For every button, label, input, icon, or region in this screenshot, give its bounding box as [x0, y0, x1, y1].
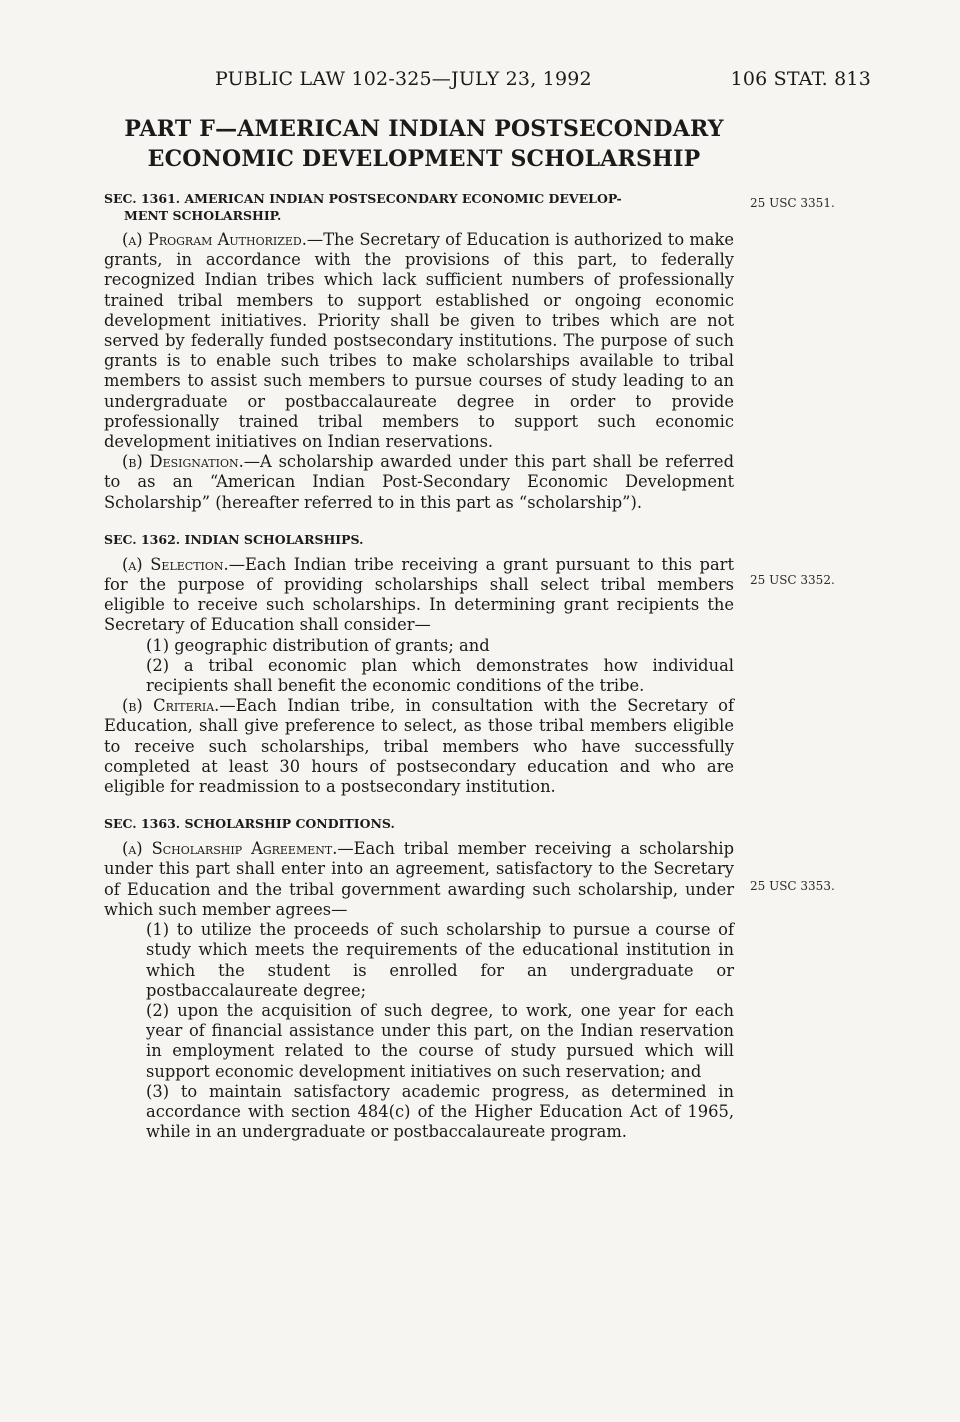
section-1362-item-1: (1) geographic distribution of grants; and — [146, 635, 490, 655]
part-title — [104, 114, 744, 174]
designation-text: —A scholarship awarded under this part shall be referred to as an “American Indian Post-Secondary Economic Development Scholarship” (hereafter referred to in this part as “scholarship”). — [104, 452, 734, 512]
section-1362-paragraph-b — [104, 696, 734, 797]
designation-label: (b) Designation. — [122, 452, 244, 472]
page-header — [215, 68, 871, 90]
scholarship-agreement-label: (a) Scholarship Agreement. — [122, 839, 338, 859]
section-1361-heading — [104, 190, 734, 224]
section-1363-item-2: (2) upon the acquisition of such degree, to work, one year for each year of financial assistance under this part, on the Indian reservation in employment related to the course of study pursued which will support economic development initiatives on such reservation; and — [146, 1000, 734, 1081]
part-title-line-2: ECONOMIC DEVELOPMENT SCHOLARSHIP — [147, 146, 701, 172]
section-1363-item-3: (3) to maintain satisfactory academic progress, as determined in accordance with section 484(c) of the Higher Education Act of 1965, while in an undergraduate or postbaccalaureate program. — [146, 1081, 734, 1142]
program-authorized-text: —The Secretary of Education is authorized to make grants, in accordance with the provisions of this part, to federally recognized Indian tribes which lack sufficient numbers of professionally trained tribal members to support established or ongoing economic development initiatives. Priority shall be given to tribes which are not served by federally funded postsecondary institutions. The purpose of such grants is to enable such tribes to make scholarships available to tribal members to assist such members to pursue courses of study leading to an undergraduate or postbaccalaureate degree in order to provide professionally trained tribal members to support such economic development initiatives on Indian reservations. — [104, 230, 734, 452]
section-1361-heading-line-1: SEC. 1361. AMERICAN INDIAN POSTSECONDARY ECONOMIC DEVELOP- — [104, 191, 622, 206]
law-citation: PUBLIC LAW 102-325—JULY 23, 1992 — [215, 68, 592, 90]
section-1362-item-2: (2) a tribal economic plan which demonstrates how individual recipients shall benefit the economic conditions of the tribe. — [146, 655, 734, 696]
section-1362-paragraph-a — [104, 555, 734, 636]
scholarship-agreement-text: —Each tribal member receiving a scholarship under this part shall enter into an agreement, satisfactory to the Secretary of Education and the tribal government awarding such scholarship, under which such member agrees— — [104, 839, 734, 919]
margin-note-1363: 25 USC 3353. — [750, 879, 835, 893]
section-1363-heading: SEC. 1363. SCHOLARSHIP CONDITIONS. — [104, 816, 395, 832]
selection-text: —Each Indian tribe receiving a grant pursuant to this part for the purpose of providing scholarships shall select tribal members eligible to receive such scholarships. In determining grant recipients the Secretary of Education shall consider— — [104, 554, 734, 635]
margin-note-1361: 25 USC 3351. — [750, 196, 835, 210]
section-1362-heading: SEC. 1362. INDIAN SCHOLARSHIPS. — [104, 531, 364, 547]
stat-citation: 106 STAT. 813 — [730, 68, 871, 90]
section-1363-item-1: (1) to utilize the proceeds of such scholarship to pursue a course of study which meets the requirements of the educational institution in which the student is enrolled for an undergraduate or postbaccalaureate degree; — [146, 920, 734, 1000]
section-1361-paragraph-b — [104, 452, 734, 513]
criteria-text: —Each Indian tribe, in consultation with the Secretary of Education, shall give preference to select, as those tribal members eligible to receive such scholarships, tribal members who have successfully completed at least 30 hours of postsecondary education and who are eligible for readmission to a postsecondary institution. — [104, 696, 734, 797]
selection-label: (a) Selection. — [122, 554, 229, 574]
program-authorized-label: (a) Program Authorized. — [122, 230, 307, 249]
section-1361-paragraph-a — [104, 230, 734, 452]
margin-note-1362: 25 USC 3352. — [750, 573, 835, 587]
section-1363-paragraph-a — [104, 839, 734, 920]
document-body — [104, 190, 734, 1142]
criteria-label: (b) Criteria. — [122, 696, 220, 716]
section-1361-heading-line-2: MENT SCHOLARSHIP. — [124, 208, 282, 223]
part-title-line-1: PART F—AMERICAN INDIAN POSTSECONDARY — [124, 116, 724, 142]
